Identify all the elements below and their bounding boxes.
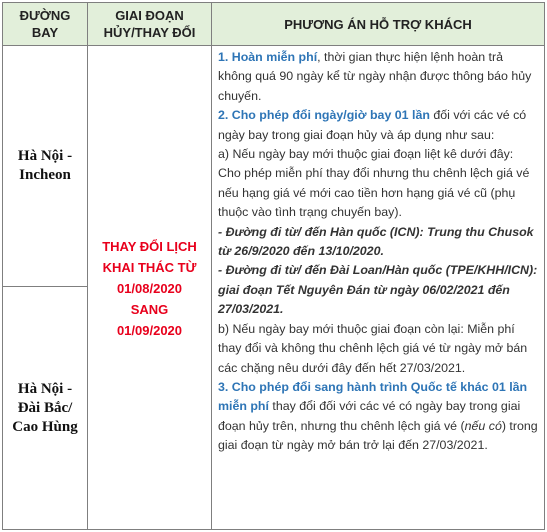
option-2a-icn: - Đường đi từ/ đến Hàn quốc (ICN): Trung thu Chusok từ 26/9/2020 đến 13/10/2020. — [218, 224, 534, 259]
header-support — [212, 3, 544, 45]
option-2-text: đối với các vé có ngày bay trong giai đoạn hủy và áp dụng như sau: — [218, 108, 527, 142]
route-hanoi-taipei-kaohsiung — [3, 287, 87, 529]
option-2 — [218, 106, 538, 145]
support-table — [2, 2, 545, 530]
option-3 — [218, 378, 538, 456]
header-route — [3, 3, 87, 45]
header-phase-line1: GIAI ĐOẠN — [115, 8, 184, 23]
header-support-label: PHƯƠNG ÁN HỖ TRỢ KHÁCH — [284, 16, 472, 32]
phase-line5: 01/09/2020 — [116, 323, 183, 338]
option-1-title: 1. Hoàn miễn phí — [218, 50, 318, 64]
phase-cell — [88, 46, 211, 529]
header-route-line1: ĐƯỜNG — [19, 8, 71, 23]
option-1-text: , thời gian thực hiện lệnh hoàn trả không quá 90 ngày kể từ ngày nhận được thông báo hủy chuyến. — [218, 50, 532, 103]
option-2a-tpe: - Đường đi từ/ đến Đài Loan/Hàn quốc (TPE/KHH/ICN): giai đoạn Tết Nguyên Đán từ ngày 06/02/2021 đến 27/03/2021. — [218, 263, 538, 317]
option-3-italic: nếu có — [464, 418, 502, 433]
phase-line2: KHAI THÁC TỪ — [102, 260, 197, 275]
option-2-title: 2. Cho phép đổi ngày/giờ bay 01 lần — [218, 108, 430, 123]
option-2b: b) Nếu ngày bay mới thuộc giai đoạn còn lại: Miễn phí thay đổi và không thu chênh lệch giá vé từ ngày mở bán các chặng nêu dưới đây đến hết 27/03/2021. — [218, 321, 528, 375]
route-2-line2: Đài Bắc/ — [17, 399, 73, 416]
option-3-text1: thay đổi đối với các vé có ngày bay trong giai đoạn hủy trên, nhưng thu chênh lệch giá vé ( — [218, 399, 521, 433]
option-3-title: 3. Cho phép đổi sang hành trình Quốc tế khác 01 lần miễn phí — [218, 379, 528, 414]
option-3-text2: ) trong giai đoạn từ ngày mở bán trở lại đến 27/03/2021. — [218, 418, 538, 453]
support-content — [212, 46, 544, 529]
route-1-line2: Incheon — [19, 167, 71, 183]
header-phase-line2: HỦY/THAY ĐỔI — [103, 25, 196, 40]
option-2a: a) Nếu ngày bay mới thuộc giai đoạn liệt kê dưới đây: Cho phép miễn phí thay đổi nhưng thu chênh lệch giá vé nếu hạng giá vé mới cao tiền hơn hạng giá vé cũ (phụ thuộc vào tình trạng chuyến bay). — [218, 147, 530, 220]
route-2-line3: Cao Hùng — [12, 418, 78, 435]
route-2-line1: Hà Nội - — [17, 380, 73, 397]
option-1 — [218, 48, 538, 106]
header-phase — [88, 3, 211, 45]
route-1-line1: Hà Nội - — [17, 148, 73, 164]
phase-line4: SANG — [130, 302, 169, 317]
route-hanoi-incheon — [3, 46, 87, 286]
header-route-line2: BAY — [31, 25, 59, 40]
phase-line1: THAY ĐỔI LỊCH — [102, 239, 197, 254]
phase-line3: 01/08/2020 — [116, 281, 183, 296]
